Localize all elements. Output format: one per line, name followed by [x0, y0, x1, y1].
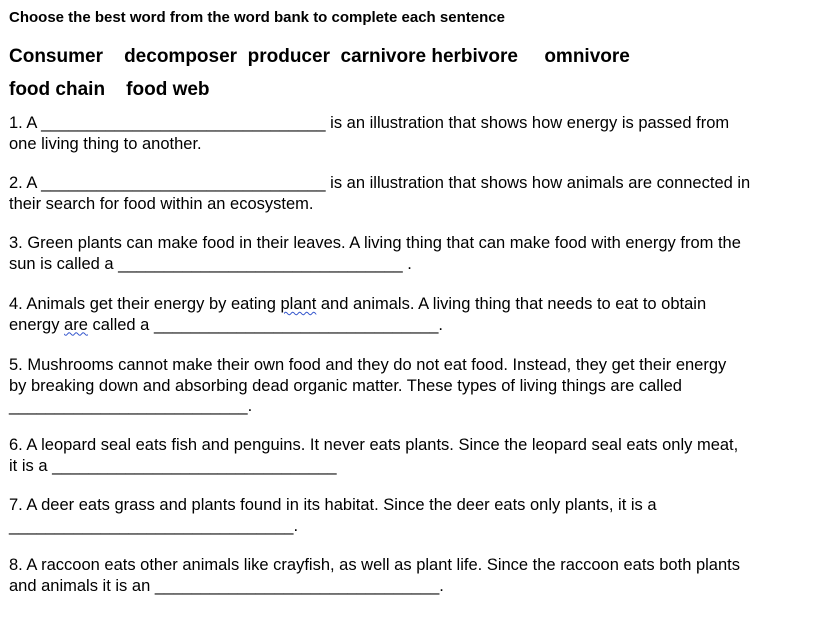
question-6 — [9, 435, 809, 476]
spelling-flag-plant: plant — [280, 295, 317, 313]
question-4-line-2-end: called a _______________________________. — [87, 315, 444, 334]
word-bank-row-1: Consumer decomposer producer carnivore herbivore omnivore — [9, 46, 630, 67]
grammar-flag-are: are — [64, 315, 88, 334]
question-2-line-1: 2. A _______________________________ is an illustration that shows how animals are connected in — [9, 174, 751, 192]
question-8-line-2: and animals it is an _______________________________. — [9, 576, 444, 595]
question-5-line-3: __________________________. — [9, 397, 253, 415]
question-3 — [9, 233, 809, 274]
question-1-line-1: 1. A _______________________________ is an illustration that shows how energy is passed from — [9, 114, 730, 132]
question-7-line-1: 7. A deer eats grass and plants found in its habitat. Since the deer eats only plants, it is a — [9, 496, 657, 514]
question-5-line-1: 5. Mushrooms cannot make their own food and they do not eat food. Instead, they get their energy — [9, 356, 727, 374]
question-5 — [9, 355, 809, 417]
question-4-line-1-end: and animals. A living thing that needs to eat to obtain — [316, 295, 707, 313]
question-7 — [9, 495, 809, 536]
question-1-line-2: one living thing to another. — [9, 134, 202, 153]
question-6-line-1: 6. A leopard seal eats fish and penguins. It never eats plants. Since the leopard seal eats only meat, — [9, 436, 739, 454]
question-4 — [9, 294, 809, 335]
question-8-line-1: 8. A raccoon eats other animals like crayfish, as well as plant life. Since the raccoon eats both plants — [9, 556, 740, 574]
question-8 — [9, 555, 809, 596]
word-bank-row-2: food chain food web — [9, 79, 210, 100]
question-3-line-2: sun is called a _______________________________ . — [9, 254, 412, 273]
question-5-line-2: by breaking down and absorbing dead organic matter. These types of living things are called — [9, 376, 682, 395]
worksheet-instructions: Choose the best word from the word bank to complete each sentence — [9, 9, 505, 26]
question-3-line-1: 3. Green plants can make food in their leaves. A living thing that can make food with energy from the — [9, 234, 741, 252]
question-2 — [9, 173, 809, 214]
question-4-line-1 — [9, 294, 809, 315]
question-4-line-1-start: 4. Animals get their energy by eating — [9, 295, 281, 313]
question-1 — [9, 113, 809, 154]
question-4-line-2 — [9, 315, 809, 336]
question-7-line-2: _______________________________. — [9, 516, 299, 535]
question-2-line-2: their search for food within an ecosystem. — [9, 194, 314, 213]
question-6-line-2: it is a _______________________________ — [9, 456, 337, 475]
question-4-line-2-start: energy — [9, 315, 65, 334]
